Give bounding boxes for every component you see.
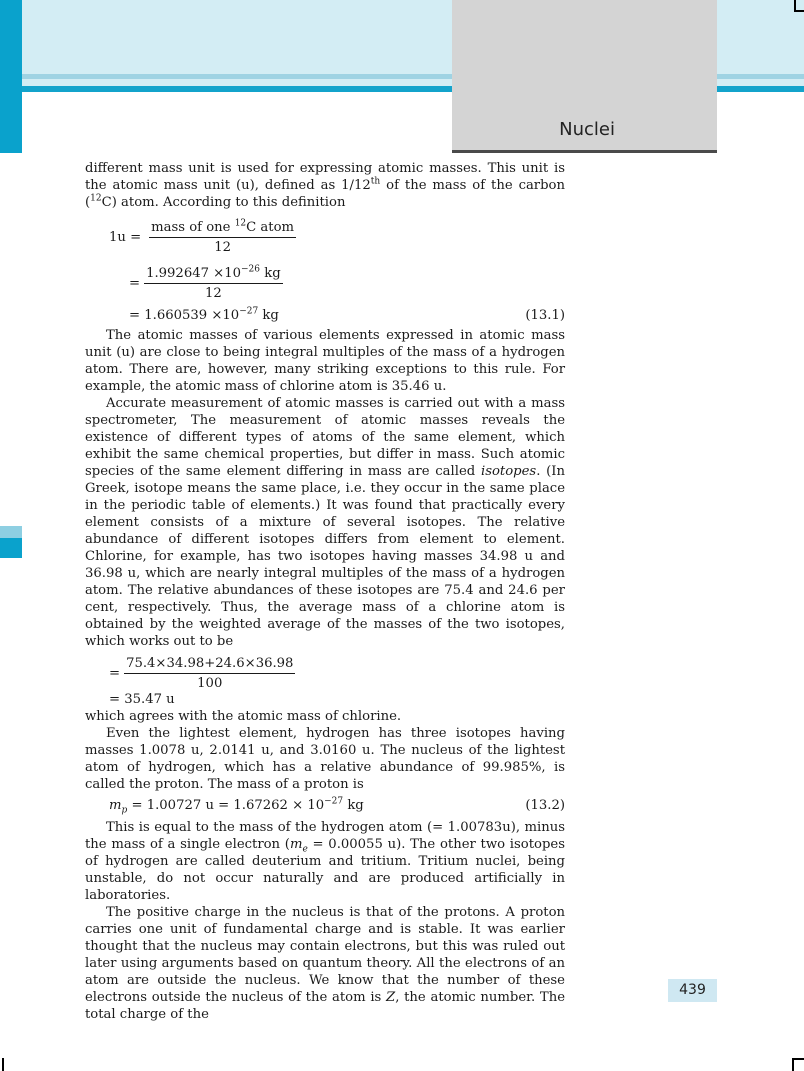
chlorine-denominator: 100 [197, 675, 223, 691]
left-margin-marker-light [0, 526, 22, 538]
paragraph-chlorine-agree: which agrees with the atomic mass of chlorine. [85, 709, 402, 724]
equation-13-1 [85, 217, 565, 327]
eq1-numerator: mass of one $^{12}$C atom [149, 219, 296, 238]
eq1-result: = $1.660539 \times 10^{-27}$ kg [129, 306, 279, 323]
chlorine-numerator: 75.4×34.98+24.6×36.98 [124, 655, 295, 674]
eq1-lhs: 1u = [109, 229, 142, 245]
eq1-equals: = [129, 275, 141, 291]
text-column [85, 160, 565, 1023]
intro-paragraph: different mass unit is used for expressing atomic masses. This unit is the atomic mass unit (u), defined as 1/12th of the mass of the carbon ($^{12}$C) atom. According to this definition [85, 161, 565, 210]
equation-number-13-2: (13.2) [525, 798, 565, 813]
eq1-numerator-2: $1.992647 \times 10^{-26}$ kg [144, 265, 283, 284]
paragraph-hydrogen: Even the lightest element, hydrogen has three isotopes having masses 1.0078 u, 2.0141 u, and 3.0160 u. The nucleus of the lightest atom of hydrogen, which has a relative abundance of 99.985%, is called the proton. The mass of a proton is [85, 726, 565, 792]
chapter-title: Nuclei [559, 119, 615, 140]
chlorine-result: = 35.47 u [109, 692, 175, 707]
paragraph-isotopes: Accurate measurement of atomic masses is carried out with a mass spectrometer, The measurement of atomic masses reveals the existence of different types of atoms of the same element, which exhibit the same chemical properties, but differ in mass. Such atomic species of the same element differing in mass are called isotopes. (In Greek, isotope means the same place, i.e. they occur in the same place in the periodic table of elements.) It was found that practically every element consists of a mixture of several isotopes. The relative abundance of different isotopes differs from element to element. Chlorine, for example, has two isotopes having masses 34.98 u and 36.98 u, which are nearly integral multiples of the mass of a hydrogen atom. The relative abundances of these isotopes are 75.4 and 24.6 per cent, respectively. Thus, the average mass of a chlorine atom is obtained by the weighted average of the masses of the two isotopes, which works out to be [85, 396, 565, 649]
left-margin-bar [0, 0, 22, 153]
crop-mark-bottom-right [792, 1058, 804, 1071]
equation-number-13-1: (13.1) [525, 308, 565, 323]
paragraph-hydrogen-isotopes: This is equal to the mass of the hydrogen atom (= 1.00783u), minus the mass of a single electron ($m_e = 0.00055$ u). The other two isotopes of hydrogen are called deuterium and tritium. Tritium nuclei, being unstable, do not occur naturally and are produced artificially in laboratories. [85, 820, 565, 903]
eq1-denominator-2: 12 [204, 285, 222, 301]
crop-mark-bottom-left [2, 1058, 4, 1071]
chapter-tab [452, 0, 717, 153]
page-number: 439 [668, 979, 717, 1002]
equation-13-2 [85, 793, 565, 819]
crop-mark-top-right [794, 0, 804, 12]
left-margin-marker [0, 538, 22, 558]
eq1-denominator: 12 [214, 239, 231, 255]
paragraph-nuclear-charge: The positive charge in the nucleus is that of the protons. A proton carries one unit of fundamental charge and is stable. It was earlier thought that the nucleus may contain electrons, but this was ruled out later using arguments based on quantum theory. All the electrons of an atom are outside the nucleus. We know that the number of these electrons outside the nucleus of the atom is Z, the atomic number. The total charge of the [85, 905, 565, 1022]
paragraph-atomic-masses: The atomic masses of various elements expressed in atomic mass unit (u) are close to being integral multiples of the mass of a hydrogen atom. There are, however, many striking exceptions to this rule. For example, the atomic mass of chlorine atom is 35.46 u. [85, 328, 565, 394]
equation-chlorine-average: = $\frac{75.4\times 34.98+24.6\times 36.98}{100}$ = 35.47 u [85, 654, 565, 708]
proton-mass: $m_p = 1.00727$ $u = 1.67262 \times 10^{-27}$ kg [109, 796, 364, 816]
